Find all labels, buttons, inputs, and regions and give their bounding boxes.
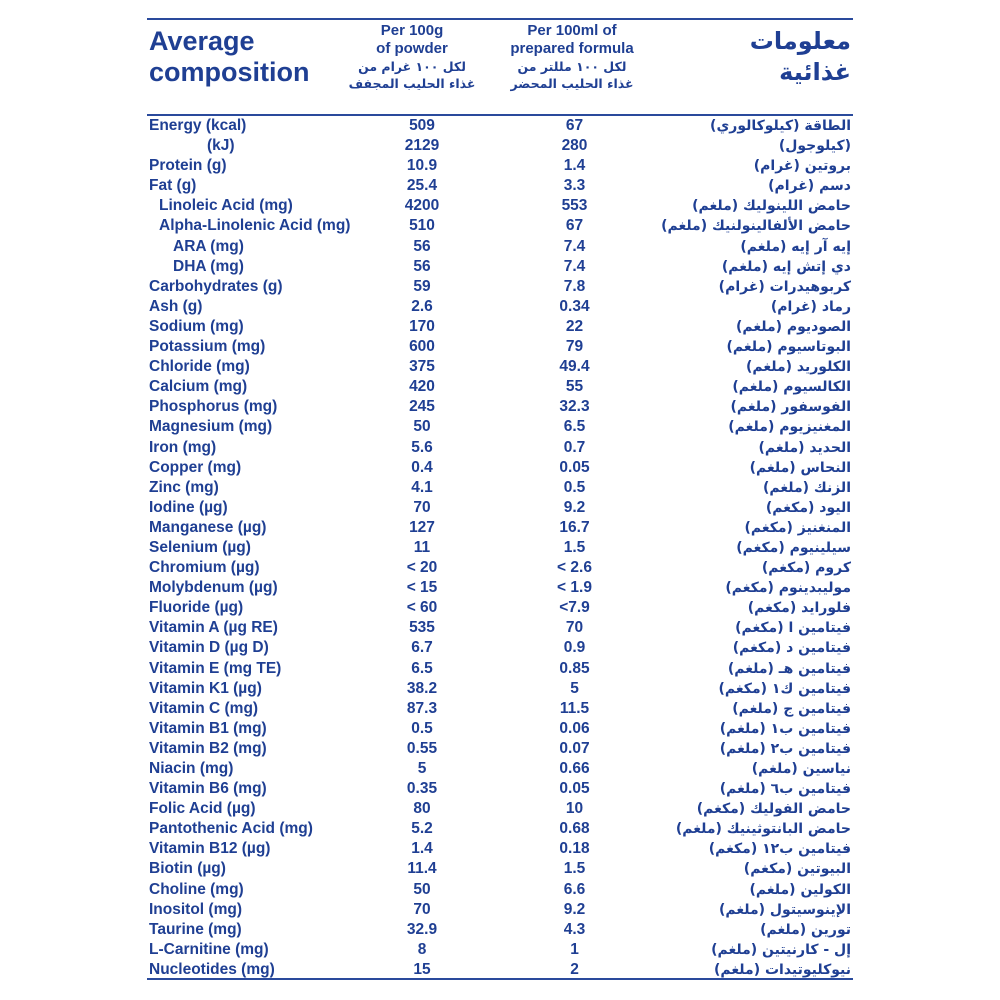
nutrient-label: Phosphorus (mg) bbox=[149, 398, 278, 416]
nutrient-label-arabic: نيوكليوتيدات (ملغم) bbox=[714, 961, 851, 978]
value-per-100g: 32.9 bbox=[406, 920, 438, 938]
value-per-100ml: 67 bbox=[565, 117, 584, 134]
value-per-100g: 59 bbox=[413, 277, 431, 295]
value-per-100ml: 3.3 bbox=[563, 177, 586, 195]
value-per-100ml: 280 bbox=[561, 137, 588, 155]
nutrient-label-arabic: تورين (ملغم) bbox=[760, 921, 851, 938]
value-per-100ml: 7.8 bbox=[563, 277, 586, 295]
value-per-100ml: 5 bbox=[570, 679, 579, 697]
value-per-100g: 8 bbox=[417, 940, 427, 958]
nutrient-label-arabic: الإينوسيتول (ملغم) bbox=[718, 901, 851, 918]
value-per-100ml: 7.4 bbox=[563, 257, 586, 275]
col2-line2: prepared formula bbox=[510, 40, 634, 57]
title-line2: composition bbox=[149, 57, 310, 87]
nutrient-label: Vitamin K1 (µg) bbox=[149, 679, 262, 697]
table-row bbox=[147, 478, 853, 498]
value-per-100g: 0.55 bbox=[406, 739, 438, 757]
value-per-100g: 5.6 bbox=[411, 438, 433, 456]
value-per-100g: 2.6 bbox=[411, 297, 433, 315]
nutrient-label-arabic: الطاقة (كيلوكالوري) bbox=[710, 118, 851, 134]
nutrient-label-arabic: كروم (مكغم) bbox=[761, 560, 851, 577]
nutrient-label: Chromium (µg) bbox=[149, 559, 260, 577]
value-per-100g: 0.35 bbox=[406, 780, 438, 798]
value-per-100ml: 49.4 bbox=[559, 358, 590, 376]
value-per-100ml: 10 bbox=[565, 800, 584, 818]
value-per-100ml: 67 bbox=[565, 217, 584, 235]
col1-ar-line1: لكل ١٠٠ غرام من bbox=[358, 59, 466, 74]
table-row bbox=[147, 920, 853, 940]
value-per-100ml: 32.3 bbox=[559, 398, 590, 416]
nutrient-label: Vitamin B12 (µg) bbox=[149, 840, 271, 858]
table-row bbox=[147, 337, 853, 357]
nutrient-label-arabic: فيتامين ب١٢ (مكغم) bbox=[708, 841, 851, 858]
value-per-100ml: 1.5 bbox=[563, 538, 586, 556]
table-row bbox=[147, 136, 853, 156]
value-per-100ml: 0.68 bbox=[559, 820, 590, 838]
table-row bbox=[147, 900, 853, 920]
nutrient-label-arabic: البيوتين (مكغم) bbox=[743, 861, 851, 878]
table-row bbox=[147, 880, 853, 900]
nutrient-label: Fluoride (µg) bbox=[149, 599, 244, 617]
col2-ar-line2: غذاء الحليب المحضر bbox=[510, 76, 634, 91]
nutrient-label: Manganese (µg) bbox=[149, 518, 267, 536]
table-row bbox=[147, 257, 853, 277]
col1-line2: of powder bbox=[376, 40, 448, 57]
table-row bbox=[147, 176, 853, 196]
nutrient-label: Magnesium (mg) bbox=[149, 418, 273, 436]
value-per-100ml: 11.5 bbox=[559, 699, 590, 717]
column-header-per-100g bbox=[337, 22, 487, 92]
table-row bbox=[147, 779, 853, 799]
nutrient-label: Nucleotides (mg) bbox=[149, 960, 275, 978]
nutrient-label: Zinc (mg) bbox=[149, 478, 219, 496]
nutrient-label-arabic: اليود (مكغم) bbox=[765, 499, 851, 516]
value-per-100g: 420 bbox=[409, 378, 435, 396]
value-per-100g: 375 bbox=[409, 358, 435, 376]
nutrient-label-arabic: (كيلوجول) bbox=[778, 138, 851, 155]
value-per-100g: 50 bbox=[413, 418, 431, 436]
nutrient-label-arabic: فيتامين ا (مكغم) bbox=[735, 620, 851, 637]
nutrient-label-arabic: الصوديوم (ملغم) bbox=[735, 318, 851, 335]
nutrient-label-arabic: المنغنيز (مكغم) bbox=[744, 519, 851, 536]
value-per-100g: 10.9 bbox=[406, 157, 438, 175]
nutrient-label-arabic: الكلوريد (ملغم) bbox=[745, 359, 851, 376]
nutrient-label: Inositol (mg) bbox=[149, 900, 242, 918]
table-row bbox=[147, 558, 853, 578]
value-per-100ml: 0.85 bbox=[559, 659, 590, 677]
value-per-100g: 11 bbox=[413, 538, 431, 556]
col1-ar-line2: غذاء الحليب المجفف bbox=[348, 76, 476, 91]
nutrient-label-arabic: فلورايد (مكغم) bbox=[747, 600, 851, 617]
value-per-100g: 600 bbox=[409, 338, 435, 356]
nutrient-label: Niacin (mg) bbox=[149, 760, 234, 777]
nutrient-label-arabic: فيتامين ب٢ (ملغم) bbox=[719, 740, 851, 757]
nutrient-label-arabic: حامض اللينوليك (ملغم) bbox=[692, 198, 851, 215]
value-per-100g: 245 bbox=[409, 398, 435, 416]
nutrient-label: Selenium (µg) bbox=[149, 538, 251, 556]
value-per-100g: < 60 bbox=[406, 599, 438, 617]
nutrient-label-arabic: حامض البانتوثينيك (ملغم) bbox=[675, 821, 851, 838]
nutrient-label-arabic: فيتامين د (مكغم) bbox=[732, 640, 851, 657]
ar-title-line2: غذائية bbox=[779, 58, 851, 86]
nutrient-label: Vitamin E (mg TE) bbox=[149, 659, 282, 677]
table-row bbox=[147, 739, 853, 759]
value-per-100ml: < 1.9 bbox=[557, 579, 592, 597]
nutrient-label-arabic: كربوهيدرات (غرام) bbox=[718, 278, 851, 295]
table-row bbox=[147, 277, 853, 297]
nutrient-label: Calcium (mg) bbox=[149, 378, 248, 396]
value-per-100g: 2129 bbox=[404, 137, 440, 155]
table-row bbox=[147, 940, 853, 960]
value-per-100g: 0.5 bbox=[411, 719, 433, 737]
nutrient-label-arabic: رماد (غرام) bbox=[770, 298, 851, 315]
table-row bbox=[147, 438, 853, 458]
nutrition-table bbox=[147, 18, 853, 980]
table-row bbox=[147, 759, 853, 779]
value-per-100g: 15 bbox=[413, 960, 431, 978]
nutrient-label-arabic: البوتاسيوم (ملغم) bbox=[726, 339, 851, 356]
value-per-100g: 6.5 bbox=[411, 659, 433, 677]
value-per-100ml: 0.05 bbox=[559, 780, 590, 798]
value-per-100ml: 0.34 bbox=[559, 297, 590, 315]
table-row bbox=[147, 458, 853, 478]
nutrient-label-arabic: دي إتش إيه (ملغم) bbox=[721, 258, 851, 275]
nutrient-label: Vitamin D (µg D) bbox=[149, 639, 269, 657]
value-per-100g: 510 bbox=[409, 217, 435, 235]
table-row bbox=[147, 839, 853, 859]
value-per-100g: 5 bbox=[417, 760, 427, 777]
value-per-100g: 70 bbox=[413, 900, 431, 918]
value-per-100g: 25.4 bbox=[406, 177, 438, 195]
value-per-100g: < 20 bbox=[406, 559, 438, 577]
value-per-100g: 56 bbox=[413, 257, 431, 275]
table-row bbox=[147, 297, 853, 317]
bottom-rule bbox=[147, 978, 853, 980]
value-per-100ml: 1 bbox=[570, 940, 579, 958]
table-row bbox=[147, 237, 853, 257]
nutrient-label: Choline (mg) bbox=[149, 880, 244, 898]
ar-title-line1: معلومات bbox=[749, 27, 851, 55]
value-per-100ml: 16.7 bbox=[559, 518, 590, 536]
nutrient-label: Vitamin B2 (mg) bbox=[149, 739, 267, 757]
table-row bbox=[147, 417, 853, 437]
nutrient-label: Pantothenic Acid (mg) bbox=[149, 820, 313, 838]
value-per-100ml: 0.05 bbox=[559, 458, 590, 476]
value-per-100ml: 0.18 bbox=[559, 840, 590, 858]
value-per-100ml: 4.3 bbox=[563, 920, 586, 938]
nutrient-label-arabic: حامض الألفالينولنيك (ملغم) bbox=[661, 218, 851, 235]
value-per-100g: 38.2 bbox=[406, 679, 438, 697]
nutrient-label: Sodium (mg) bbox=[149, 317, 244, 335]
value-per-100ml: 553 bbox=[561, 197, 588, 215]
nutrient-label: Protein (g) bbox=[149, 157, 227, 175]
nutrient-label: Chloride (mg) bbox=[149, 358, 250, 376]
nutrient-label: Energy (kcal) bbox=[149, 117, 247, 134]
table-title bbox=[149, 26, 310, 88]
value-per-100g: 80 bbox=[413, 800, 431, 818]
nutrient-label: Linoleic Acid (mg) bbox=[159, 197, 293, 215]
value-per-100g: 70 bbox=[413, 498, 431, 516]
nutrient-label: Fat (g) bbox=[149, 177, 197, 195]
value-per-100ml: 22 bbox=[565, 317, 584, 335]
nutrient-label: Copper (mg) bbox=[149, 458, 242, 476]
value-per-100ml: 55 bbox=[565, 378, 584, 396]
value-per-100ml: <7.9 bbox=[559, 599, 590, 617]
value-per-100ml: 70 bbox=[565, 619, 584, 637]
table-row bbox=[147, 116, 853, 136]
value-per-100ml: 1.4 bbox=[563, 157, 586, 175]
value-per-100ml: 0.06 bbox=[559, 719, 590, 737]
title-line1: Average bbox=[149, 26, 255, 56]
col1-line1: Per 100g bbox=[380, 22, 444, 39]
nutrient-label-arabic: الكالسيوم (ملغم) bbox=[732, 379, 851, 396]
table-row bbox=[147, 216, 853, 236]
table-row bbox=[147, 799, 853, 819]
value-per-100g: 87.3 bbox=[406, 699, 438, 717]
nutrient-label: Vitamin B1 (mg) bbox=[149, 719, 267, 737]
value-per-100g: < 15 bbox=[406, 579, 438, 597]
table-row bbox=[147, 498, 853, 518]
nutrient-label-arabic: إيه آر إيه (ملغم) bbox=[740, 238, 851, 255]
value-per-100g: 1.4 bbox=[411, 840, 433, 858]
nutrient-label-arabic: فيتامين ب١ (ملغم) bbox=[719, 720, 851, 737]
nutrient-label: (kJ) bbox=[207, 137, 235, 155]
column-header-per-100ml bbox=[492, 22, 652, 92]
nutrient-label: ARA (mg) bbox=[173, 237, 244, 255]
nutrient-label-arabic: فيتامين ك١ (مكغم) bbox=[718, 680, 851, 697]
nutrient-label: Molybdenum (µg) bbox=[149, 579, 278, 597]
table-row bbox=[147, 196, 853, 216]
value-per-100ml: 6.5 bbox=[563, 418, 586, 436]
value-per-100ml: 0.5 bbox=[563, 478, 586, 496]
table-row bbox=[147, 377, 853, 397]
value-per-100g: 0.4 bbox=[411, 458, 433, 476]
nutrient-label-arabic: الحديد (ملغم) bbox=[758, 439, 851, 456]
nutrient-label: DHA (mg) bbox=[173, 257, 244, 275]
value-per-100ml: 0.66 bbox=[559, 760, 590, 777]
table-row bbox=[147, 618, 853, 638]
top-rule bbox=[147, 18, 853, 20]
nutrient-label-arabic: الفوسفور (ملغم) bbox=[730, 399, 851, 416]
value-per-100ml: 79 bbox=[565, 338, 584, 356]
value-per-100ml: 7.4 bbox=[563, 237, 586, 255]
nutrient-label: Folic Acid (µg) bbox=[149, 800, 256, 818]
nutrient-label: Biotin (µg) bbox=[149, 860, 226, 878]
table-row bbox=[147, 598, 853, 618]
col2-ar-line1: لكل ١٠٠ مللتر من bbox=[517, 59, 627, 74]
nutrient-label-arabic: سيلينيوم (مكغم) bbox=[736, 539, 851, 556]
table-row bbox=[147, 156, 853, 176]
table-row bbox=[147, 578, 853, 598]
value-per-100ml: 2 bbox=[570, 960, 579, 978]
table-row bbox=[147, 397, 853, 417]
table-row bbox=[147, 538, 853, 558]
nutrient-label: Carbohydrates (g) bbox=[149, 277, 283, 295]
nutrient-label-arabic: فيتامين ج (ملغم) bbox=[732, 700, 851, 717]
value-per-100ml: 1.5 bbox=[563, 860, 586, 878]
value-per-100g: 11.4 bbox=[407, 860, 437, 878]
value-per-100g: 56 bbox=[413, 237, 431, 255]
nutrient-label: Vitamin A (µg RE) bbox=[149, 619, 278, 637]
nutrient-label: L-Carnitine (mg) bbox=[149, 940, 269, 958]
nutrient-label: Ash (g) bbox=[149, 297, 203, 315]
nutrient-label-arabic: إل - كارنيتين (ملغم) bbox=[711, 941, 851, 958]
table-row bbox=[147, 659, 853, 679]
nutrient-label-arabic: موليبدينوم (مكغم) bbox=[725, 580, 851, 597]
nutrient-label-arabic: حامض الفوليك (مكغم) bbox=[696, 801, 851, 818]
value-per-100ml: 9.2 bbox=[563, 900, 586, 918]
col2-line1: Per 100ml of bbox=[527, 22, 617, 39]
nutrient-label-arabic: النحاس (ملغم) bbox=[749, 459, 851, 476]
table-row bbox=[147, 518, 853, 538]
table-row bbox=[147, 357, 853, 377]
nutrient-label-arabic: فيتامين ب٦ (ملغم) bbox=[719, 781, 851, 798]
nutrient-label: Potassium (mg) bbox=[149, 338, 266, 356]
table-row bbox=[147, 819, 853, 839]
value-per-100g: 127 bbox=[409, 518, 435, 536]
nutrient-label-arabic: فيتامين هـ (ملغم) bbox=[727, 660, 851, 677]
value-per-100ml: 0.07 bbox=[559, 739, 590, 757]
nutrient-label-arabic: المغنيزيوم (ملغم) bbox=[728, 419, 851, 436]
value-per-100g: 170 bbox=[409, 317, 435, 335]
nutrient-label-arabic: الكولين (ملغم) bbox=[749, 881, 851, 898]
nutrient-label-arabic: دسم (غرام) bbox=[768, 178, 851, 195]
nutrient-label: Iron (mg) bbox=[149, 438, 217, 456]
nutrient-label: Iodine (µg) bbox=[149, 498, 228, 516]
table-row bbox=[147, 317, 853, 337]
nutrient-label: Alpha-Linolenic Acid (mg) bbox=[159, 217, 351, 235]
value-per-100ml: < 2.6 bbox=[557, 559, 592, 577]
value-per-100ml: 0.7 bbox=[563, 438, 586, 456]
value-per-100g: 4.1 bbox=[411, 478, 433, 496]
value-per-100g: 5.2 bbox=[411, 820, 433, 838]
value-per-100g: 6.7 bbox=[411, 639, 433, 657]
nutrient-label-arabic: نياسين (ملغم) bbox=[751, 761, 851, 777]
nutrient-label-arabic: بروتين (غرام) bbox=[753, 158, 851, 175]
value-per-100ml: 6.6 bbox=[563, 880, 586, 898]
table-row bbox=[147, 679, 853, 699]
value-per-100ml: 9.2 bbox=[563, 498, 586, 516]
table-row bbox=[147, 719, 853, 739]
value-per-100g: 509 bbox=[409, 117, 435, 134]
nutrient-label: Vitamin C (mg) bbox=[149, 699, 259, 717]
table-row bbox=[147, 859, 853, 879]
table-body bbox=[147, 116, 853, 980]
table-row bbox=[147, 638, 853, 658]
value-per-100ml: 0.9 bbox=[563, 639, 586, 657]
value-per-100g: 50 bbox=[413, 880, 431, 898]
nutrient-label: Taurine (mg) bbox=[149, 920, 242, 938]
nutrient-label: Vitamin B6 (mg) bbox=[149, 780, 267, 798]
nutrient-label-arabic: الزنك (ملغم) bbox=[763, 479, 851, 496]
table-row bbox=[147, 699, 853, 719]
value-per-100g: 535 bbox=[409, 619, 435, 637]
arabic-title bbox=[750, 26, 851, 88]
value-per-100g: 4200 bbox=[404, 197, 440, 215]
